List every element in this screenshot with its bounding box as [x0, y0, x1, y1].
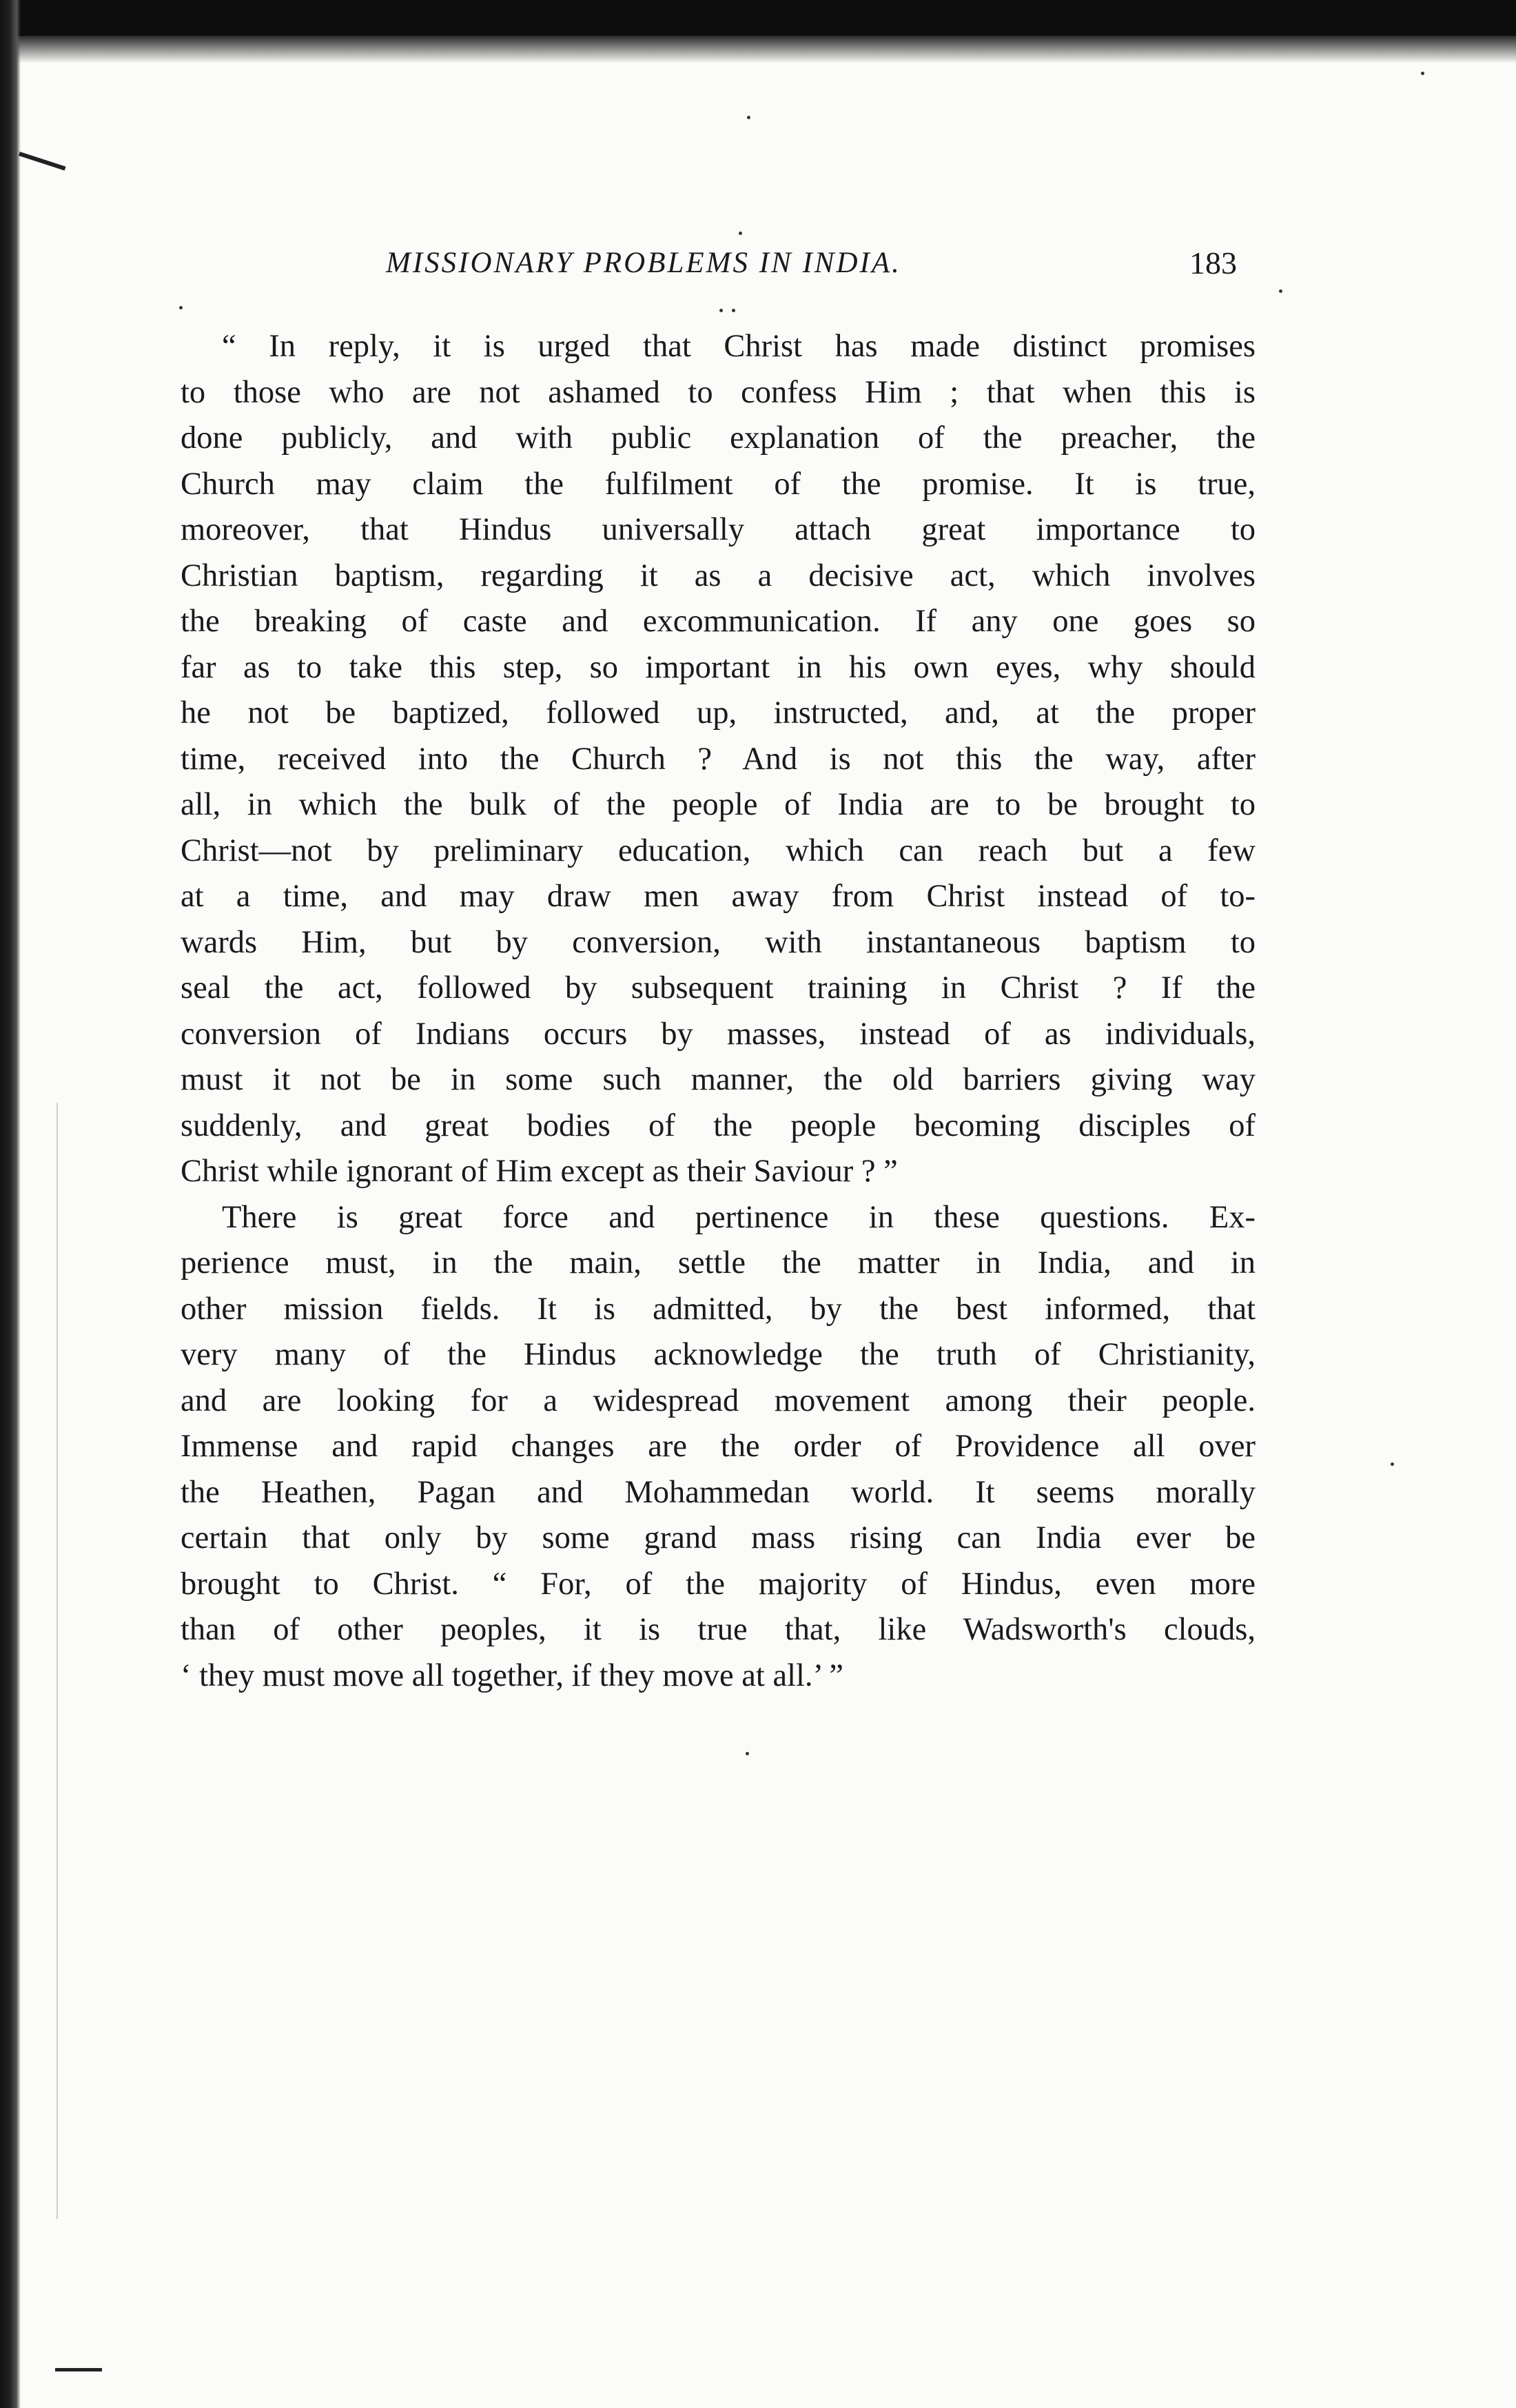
text-line: he not be baptized, followed up, instructed, and, at the proper — [181, 695, 1256, 731]
scan-speck — [719, 309, 723, 312]
text-line: must it not be in some such manner, the old barriers giving way — [181, 1062, 1256, 1097]
scan-speck — [1421, 72, 1424, 75]
text-line: Christian baptism, regarding it as a decisive act, which involves — [181, 558, 1256, 593]
scan-speck — [732, 309, 735, 312]
text-line: other mission fields. It is admitted, by the best informed, that — [181, 1291, 1256, 1327]
text-line: time, received into the Church ? And is not this the way, after — [181, 741, 1256, 777]
text-line: suddenly, and great bodies of the people becoming disciples of — [181, 1108, 1256, 1143]
text-line: done publicly, and with public explanation of the preacher, the — [181, 420, 1256, 456]
text-line: Immense and rapid changes are the order of Providence all over — [181, 1429, 1256, 1464]
text-line: seal the act, followed by subsequent training in Christ ? If the — [181, 970, 1256, 1006]
text-line: “ In reply, it is urged that Christ has made distinct promises — [222, 329, 1256, 364]
scan-speck — [1279, 289, 1282, 293]
scan-speck — [747, 116, 750, 119]
body-text — [181, 324, 1256, 1699]
text-line: at a time, and may draw men away from Christ instead of to- — [181, 879, 1256, 914]
scan-top-border — [0, 0, 1516, 36]
scan-speck — [1391, 1462, 1394, 1466]
page-number: 183 — [1189, 245, 1237, 280]
text-line: Christ while ignorant of Him except as their Saviour ? ” — [181, 1154, 898, 1189]
text-line: certain that only by some grand mass rising can India ever be — [181, 1520, 1256, 1555]
scan-speck — [746, 1752, 749, 1755]
text-line: to those who are not ashamed to confess Him ; that when this is — [181, 374, 1256, 410]
text-line: the Heathen, Pagan and Mohammedan world. It seems morally — [181, 1474, 1256, 1510]
scan-speck — [179, 306, 183, 309]
scan-bottom-mark — [55, 2368, 102, 2371]
text-line: moreover, that Hindus universally attach great importance to — [181, 512, 1256, 547]
text-line: conversion of Indians occurs by masses, instead of as individuals, — [181, 1016, 1256, 1052]
text-line: the breaking of caste and excommunication. If any one goes so — [181, 604, 1256, 639]
text-line: than of other peoples, it is true that, like Wadsworth's clouds, — [181, 1612, 1256, 1647]
text-line: wards Him, but by conversion, with instantaneous baptism to — [181, 924, 1256, 960]
scan-top-shadow — [0, 36, 1516, 63]
text-line: ‘ they must move all together, if they move at all.’ ” — [181, 1657, 843, 1693]
scan-left-border — [0, 0, 21, 2408]
scan-speck — [739, 232, 742, 235]
text-line: very many of the Hindus acknowledge the truth of Christianity, — [181, 1337, 1256, 1372]
text-line: and are looking for a widespread movement among their people. — [181, 1382, 1256, 1418]
text-line: Church may claim the fulfilment of the promise. It is true, — [181, 466, 1256, 502]
text-line: Christ—not by preliminary education, which can reach but a few — [181, 833, 1256, 868]
paragraph-quote — [181, 324, 1256, 1195]
text-line: all, in which the bulk of the people of India are to be brought to — [181, 787, 1256, 822]
text-line: brought to Christ. “ For, of the majority of Hindus, even more — [181, 1566, 1256, 1602]
running-title: MISSIONARY PROBLEMS IN INDIA. — [386, 247, 901, 279]
paragraph-commentary — [181, 1195, 1256, 1700]
text-line: There is great force and pertinence in these questions. Ex- — [222, 1199, 1256, 1235]
scan-edge-mark — [19, 152, 65, 170]
text-line: perience must, in the main, settle the matter in India, and in — [181, 1245, 1256, 1280]
text-line: far as to take this step, so important in his own eyes, why should — [181, 649, 1256, 685]
running-head — [0, 243, 1516, 284]
scan-margin-line — [57, 1103, 58, 2219]
